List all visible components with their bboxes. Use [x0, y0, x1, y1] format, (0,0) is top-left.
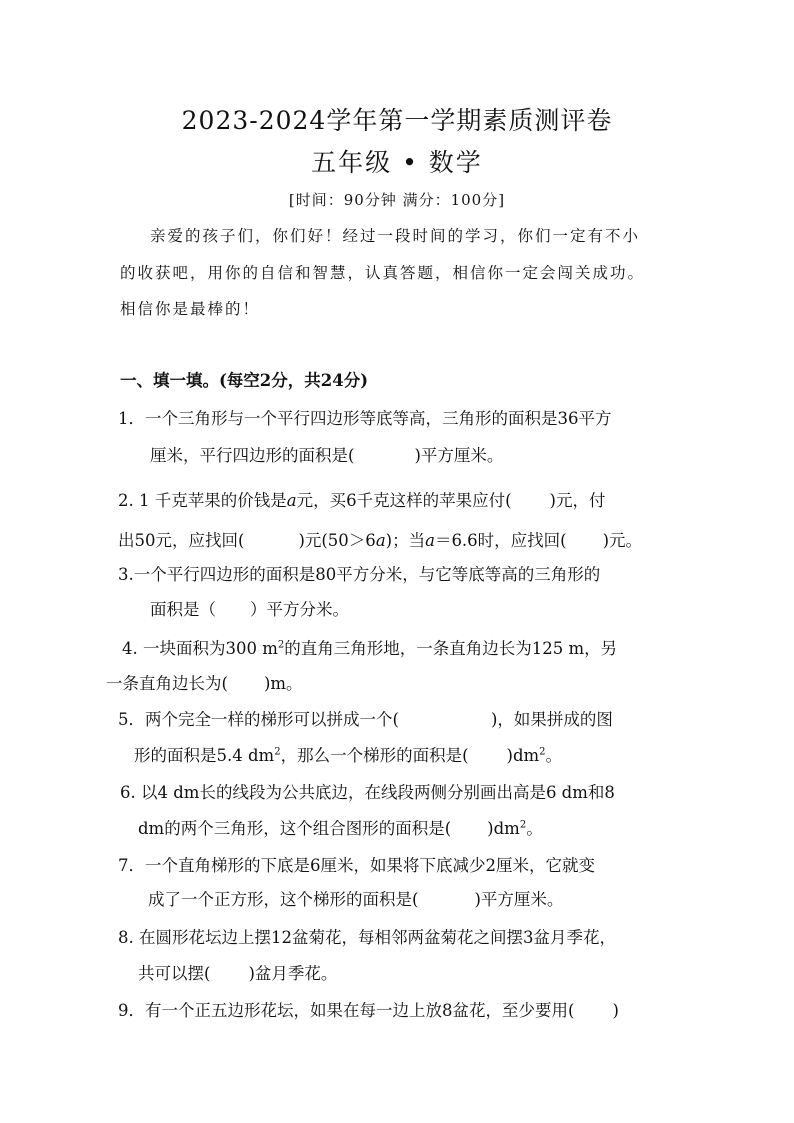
question-7-line-1: 7．一个直角梯形的下底是6厘米，如果将下底减少2厘米，它就变: [118, 856, 595, 875]
q2-text-f: )；当: [385, 531, 426, 550]
q2-var-2: a: [375, 531, 386, 550]
q5-sup-2: 2: [539, 746, 546, 758]
question-2-line-2: [118, 527, 642, 551]
q7-text-a: 成了一个正方形，这个梯形的面积是(: [148, 890, 419, 909]
question-3-line-2: [150, 596, 349, 620]
q5-text-b: )，如果拼成的图: [490, 710, 613, 729]
q8-text-b: )盆月季花。: [248, 964, 338, 983]
question-5-line-1: [118, 706, 613, 730]
q2-text-a: 2. 1 千克苹果的价钱是: [118, 491, 287, 510]
q6-text-c: 。: [526, 819, 543, 838]
q5-text-f: 。: [545, 746, 563, 765]
question-4-line-1: [122, 635, 617, 659]
q5-text-a: 5．两个完全一样的梯形可以拼成一个(: [118, 710, 399, 729]
question-2-line-1: [118, 487, 605, 511]
q4-text-c: 一条直角边长为(: [106, 674, 228, 693]
question-5-line-2: [134, 742, 562, 766]
q8-text-a: 共可以摆(: [138, 964, 211, 983]
q6-text-a: dm的两个三角形，这个组合图形的面积是(: [138, 819, 452, 838]
q2-text-d: 出50元，应找回(: [118, 531, 245, 550]
section-heading: 一、填一填。(每空2分，共24分): [120, 371, 369, 390]
q6-sup: 2: [519, 819, 527, 831]
q1-text-a: 厘米，平行四边形的面积是(: [150, 446, 355, 465]
q2-text-g: ＝6.6时，应找回(: [434, 531, 567, 550]
question-6-line-2: [138, 815, 543, 839]
q2-text-e: )元(50＞6: [298, 531, 376, 550]
question-6-line-1: 6. 以4 dm长的线段为公共底边，在线段两侧分别画出高是6 dm和8: [120, 783, 615, 802]
question-8-line-1: 8. 在圆形花坛边上摆12盆菊花，每相邻两盆菊花之间摆3盆月季花，: [118, 928, 616, 947]
q4-text-b: 的直角三角形地，一条直角边长为125 m，另: [284, 639, 618, 658]
question-4-line-2: [106, 670, 303, 694]
q9-text-b: ): [612, 1001, 619, 1020]
q2-var-1: a: [286, 491, 297, 510]
exam-info: [时间：90分钟 满分：100分]: [288, 191, 506, 209]
q5-text-c: 形的面积是5.4 dm: [134, 746, 275, 765]
intro-line-1: 亲爱的孩子们，你们好！经过一段时间的学习，你们一定有不小: [150, 227, 641, 245]
question-1-line-1: 1．一个三角形与一个平行四边形等底等高，三角形的面积是36平方: [118, 409, 612, 428]
q7-text-b: )平方厘米。: [474, 890, 564, 909]
question-1-line-2: [150, 442, 503, 466]
q1-text-b: )平方厘米。: [414, 446, 504, 465]
q4-sup: 2: [277, 639, 285, 651]
intro-line-2: 的收获吧，用你的自信和智慧，认真答题，相信你一定会闯关成功。: [120, 264, 646, 282]
q2-text-c: )元，付: [549, 491, 606, 510]
question-9-line-1: [118, 997, 619, 1021]
q2-text-h: )元。: [602, 531, 643, 550]
q4-text-d: )m。: [263, 674, 303, 693]
question-7-line-2: [148, 886, 563, 910]
question-3-line-1: 3.一个平行四边形的面积是80平方分米，与它等底等高的三角形的: [118, 565, 601, 584]
q2-var-3: a: [425, 531, 435, 550]
q5-text-d: ，那么一个梯形的面积是(: [280, 746, 469, 765]
q5-text-e: )dm: [506, 746, 540, 765]
q3-text-a: 面积是（: [150, 600, 216, 619]
q6-text-b: )dm: [487, 819, 520, 838]
intro-line-3: 相信你是最棒的！: [120, 300, 261, 318]
q3-text-b: ）平方分米。: [250, 600, 349, 619]
q2-text-b: 元，买6千克这样的苹果应付(: [296, 491, 512, 510]
question-8-line-2: [138, 960, 337, 984]
q4-text-a: 4. 一块面积为300 m: [122, 639, 278, 658]
q9-text-a: 9．有一个正五边形花坛，如果在每一边上放8盆花，至少要用(: [118, 1001, 575, 1020]
exam-subject: 五年级 • 数学: [311, 148, 483, 177]
q5-sup-1: 2: [274, 746, 281, 758]
exam-title: 2023-2024学年第一学期素质测评卷: [181, 106, 613, 135]
